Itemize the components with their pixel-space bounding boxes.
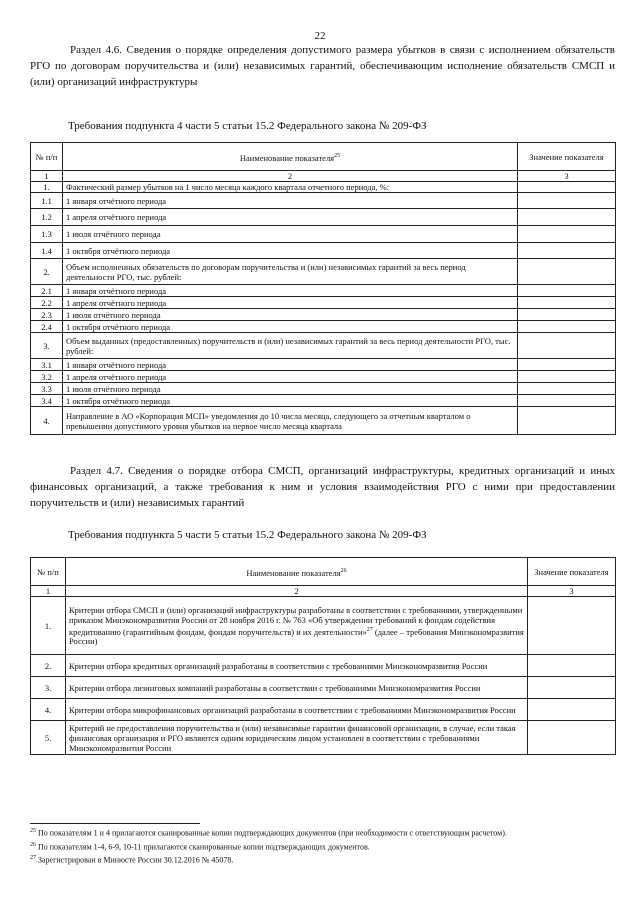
- row-number: 3.3: [31, 383, 63, 395]
- row-number: 1.: [31, 597, 66, 655]
- row-text: 1 июля отчётного периода: [63, 309, 518, 321]
- row-value: [518, 297, 616, 309]
- row-number: 1.3: [31, 226, 63, 243]
- col-number: 1: [31, 586, 66, 597]
- row-value: [518, 285, 616, 297]
- row-text: 1 октября отчётного периода: [63, 321, 518, 333]
- row-number: 1.2: [31, 209, 63, 226]
- row-value: [518, 407, 616, 435]
- row-value: [528, 699, 616, 721]
- row-value: [518, 309, 616, 321]
- table-header-row: [31, 558, 616, 586]
- footnote-text: Зарегистрирован в Минюсте России 30.12.2016 № 45078.: [36, 855, 234, 865]
- footnote: [30, 826, 620, 839]
- section-4-7-intro: Раздел 4.7. Сведения о порядке отбора СМСП, организаций инфраструктуры, кредитных организаций и иных финансовых организаций, а также требования к ним и условия взаимодействия РГО с ними при предоставлении поручительств и (или) независимых гарантий: [30, 465, 615, 509]
- table-row: [31, 597, 616, 655]
- row-value: [518, 395, 616, 407]
- footnote-text: По показателям 1 и 4 прилагаются сканированные копии подтверждающих документов (при необходимости с ответствующим расчетом).: [36, 828, 507, 838]
- row-text: 1 июля отчётного периода: [63, 383, 518, 395]
- footnote-ref: 25: [30, 828, 36, 834]
- row-text: 1 апреля отчётного периода: [63, 297, 518, 309]
- footnote-ref: 25: [334, 152, 341, 159]
- row-number: 3.4: [31, 395, 63, 407]
- footnote-ref: 27: [30, 855, 36, 861]
- col-number: 2: [66, 586, 528, 597]
- row-text: Критерий не предоставления поручительства и (или) независимые гарантии финансовой организации, в случае, если такая финансовая организация и РГО являются одним юридическим лицом установлен в соответствии с требованиями Минэкономразвития России: [66, 721, 528, 755]
- table-row: [31, 226, 616, 243]
- row-text: Критерии отбора лизинговых компаний разработаны в соответствии с требованиями Минэкономразвития России: [66, 677, 528, 699]
- table-row: [31, 259, 616, 285]
- table-row: [31, 699, 616, 721]
- table-row: [31, 371, 616, 383]
- row-number: 2.1: [31, 285, 63, 297]
- table-row: [31, 359, 616, 371]
- footnote: [30, 853, 620, 866]
- row-number: 3.: [31, 677, 66, 699]
- row-number: 2.3: [31, 309, 63, 321]
- row-number: 4.: [31, 699, 66, 721]
- col-number: 2: [63, 171, 518, 182]
- row-text: Критерии отбора кредитных организаций разработаны в соответствии с требованиями Минэкономразвития России: [66, 655, 528, 677]
- row-value: [518, 371, 616, 383]
- col-number: 1: [31, 171, 63, 182]
- table-row: [31, 209, 616, 226]
- row-text: 1 января отчётного периода: [63, 359, 518, 371]
- row-text: 1 октября отчётного периода: [63, 395, 518, 407]
- table-row: [31, 333, 616, 359]
- row-value: [518, 359, 616, 371]
- col-value-header: Значение показателя: [528, 558, 616, 586]
- row-value: [518, 226, 616, 243]
- row-number: 4.: [31, 407, 63, 435]
- table-header-row: [31, 143, 616, 171]
- table-row: [31, 721, 616, 755]
- col-name-header: Наименование показателя$^{25}$: [63, 143, 518, 171]
- row-text: Критерии отбора микрофинансовых организаций разработаны в соответствии с требованиями Минэкономразвития России: [66, 699, 528, 721]
- table-section-4-7: [30, 557, 616, 755]
- row-value: [528, 655, 616, 677]
- row-number: 2.: [31, 655, 66, 677]
- row-number: 5.: [31, 721, 66, 755]
- col-name-header: Наименование показателя$^{26}$: [66, 558, 528, 586]
- row-value: [518, 321, 616, 333]
- footnote-divider: [30, 823, 200, 824]
- table-row: [31, 193, 616, 209]
- row-text: Объем выданных (предоставленных) поручительств и (или) независимых гарантий за весь период деятельности РГО, тыс. рублей:: [63, 333, 518, 359]
- row-text: Фактический размер убытков на 1 число месяца каждого квартала отчетного периода, %:: [63, 182, 518, 193]
- row-text: 1 апреля отчётного периода: [63, 371, 518, 383]
- footnote-text: По показателям 1-4, 6-9, 10-11 прилагаются сканированные копии подтверждающих документов.: [36, 842, 370, 852]
- table-section-4-6: [30, 142, 616, 435]
- col-num-header: № п/п: [31, 143, 63, 171]
- row-value: [518, 333, 616, 359]
- section-4-6-intro: Раздел 4.6. Сведения о порядке определения допустимого размера убытков в связи с исполнением обязательств РГО по договорам поручительства и (или) независимых гарантий, обеспечивающим исполнение обязательств СМСП и (или) организаций инфраструктуры: [30, 44, 615, 88]
- row-text: 1 января отчётного периода: [63, 285, 518, 297]
- section-4-6-requirement: Требования подпункта 4 части 5 статьи 15.2 Федерального закона № 209-ФЗ: [68, 120, 427, 132]
- row-value: [518, 243, 616, 259]
- page-number: 22: [314, 30, 326, 42]
- col-num-header: № п/п: [31, 558, 66, 586]
- row-text: Направление в АО «Корпорация МСП» уведомления до 10 числа месяца, следующего за отчетным кварталом о превышении допустимого уровня убытков на первое число месяца квартала: [63, 407, 518, 435]
- table-row: [31, 243, 616, 259]
- footnote: [30, 840, 620, 853]
- col-number: 3: [528, 586, 616, 597]
- table-row: [31, 395, 616, 407]
- row-value: [528, 597, 616, 655]
- col-number: 3: [518, 171, 616, 182]
- row-value: [518, 182, 616, 193]
- row-number: 1.1: [31, 193, 63, 209]
- row-number: 1.4: [31, 243, 63, 259]
- row-value: [518, 209, 616, 226]
- column-numbers-row: [31, 171, 616, 182]
- row-text: 1 июля отчётного периода: [63, 226, 518, 243]
- table-row: [31, 297, 616, 309]
- table-row: [31, 285, 616, 297]
- col-value-header: Значение показателя: [518, 143, 616, 171]
- row-text: Критерии отбора СМСП и (или) организаций инфраструктуры разработаны в соответствии с требованиями, утвержденными приказом Минэкономразвития России от 28 ноября 2016 г. № 763 «Об утверждении требований к фондам содействия кредитованию (гарантийным фондам, фондам поручительств) и их деятельности»$^{27}$ (далее – требования Минэкономразвития России): [66, 597, 528, 655]
- footnote-ref: 26: [30, 842, 36, 848]
- row-number: 2.4: [31, 321, 63, 333]
- table-row: [31, 309, 616, 321]
- row-number: 2.: [31, 259, 63, 285]
- footnote-ref: 26: [340, 567, 347, 574]
- table-row: [31, 383, 616, 395]
- section-4-7-requirement: Требования подпункта 5 части 5 статьи 15.2 Федерального закона № 209-ФЗ: [68, 529, 427, 541]
- row-value: [518, 383, 616, 395]
- row-text: 1 января отчётного периода: [63, 193, 518, 209]
- table-row: [31, 677, 616, 699]
- column-numbers-row: [31, 586, 616, 597]
- row-text: 1 апреля отчётного периода: [63, 209, 518, 226]
- row-text: Объем исполненных обязательств по договорам поручительства и (или) независимых гарантий за весь период деятельности РГО, тыс. рублей:: [63, 259, 518, 285]
- row-number: 3.2: [31, 371, 63, 383]
- table-row: [31, 407, 616, 435]
- row-value: [518, 193, 616, 209]
- table-row: [31, 655, 616, 677]
- row-text: 1 октября отчётного периода: [63, 243, 518, 259]
- row-value: [528, 677, 616, 699]
- row-number: 1.: [31, 182, 63, 193]
- footnote-ref: 27: [366, 626, 373, 633]
- row-number: 3.1: [31, 359, 63, 371]
- row-value: [528, 721, 616, 755]
- row-value: [518, 259, 616, 285]
- row-number: 3.: [31, 333, 63, 359]
- row-number: 2.2: [31, 297, 63, 309]
- table-row: [31, 321, 616, 333]
- table-row: [31, 182, 616, 193]
